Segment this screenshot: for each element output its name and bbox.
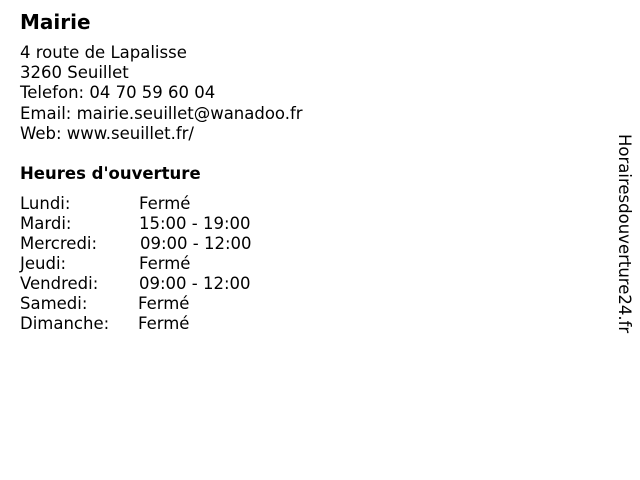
hours-row-thursday [20,254,420,274]
hours-row-wednesday [20,234,420,254]
address-line-city: 3260 Seuillet [20,63,129,83]
opening-hours-heading: Heures d'ouverture [20,164,201,183]
day-label: Lundi: [20,194,71,213]
hours-row-friday [20,274,420,294]
email-text: Email: mairie.seuillet@wanadoo.fr [20,103,303,123]
time-value: Fermé [138,314,190,333]
watermark-text: Horairesdouverture24.fr [615,134,634,334]
time-value: 15:00 - 19:00 [139,214,251,233]
day-label: Dimanche: [20,314,110,333]
time-value: Fermé [138,294,190,313]
hours-row-sunday [20,314,420,334]
page-title: Mairie [20,10,91,34]
hours-row-monday [20,194,420,214]
address-line-street: 4 route de Lapalisse [20,43,187,62]
day-label: Mardi: [20,214,72,233]
time-value: 09:00 - 12:00 [140,234,252,253]
watermark-container [614,134,634,344]
website-text: Web: www.seuillet.fr/ [20,123,194,143]
day-label: Mercredi: [20,234,98,253]
opening-hours-table [20,194,420,334]
time-value: Fermé [139,254,191,273]
day-label: Samedi: [20,294,88,313]
hours-row-saturday [20,294,420,314]
hours-row-tuesday [20,214,420,234]
contact-info [20,43,303,144]
day-label: Vendredi: [20,274,99,293]
phone-text: Telefon: 04 70 59 60 04 [20,83,216,103]
time-value: Fermé [139,194,191,213]
time-value: 09:00 - 12:00 [139,274,251,293]
day-label: Jeudi: [20,254,67,273]
